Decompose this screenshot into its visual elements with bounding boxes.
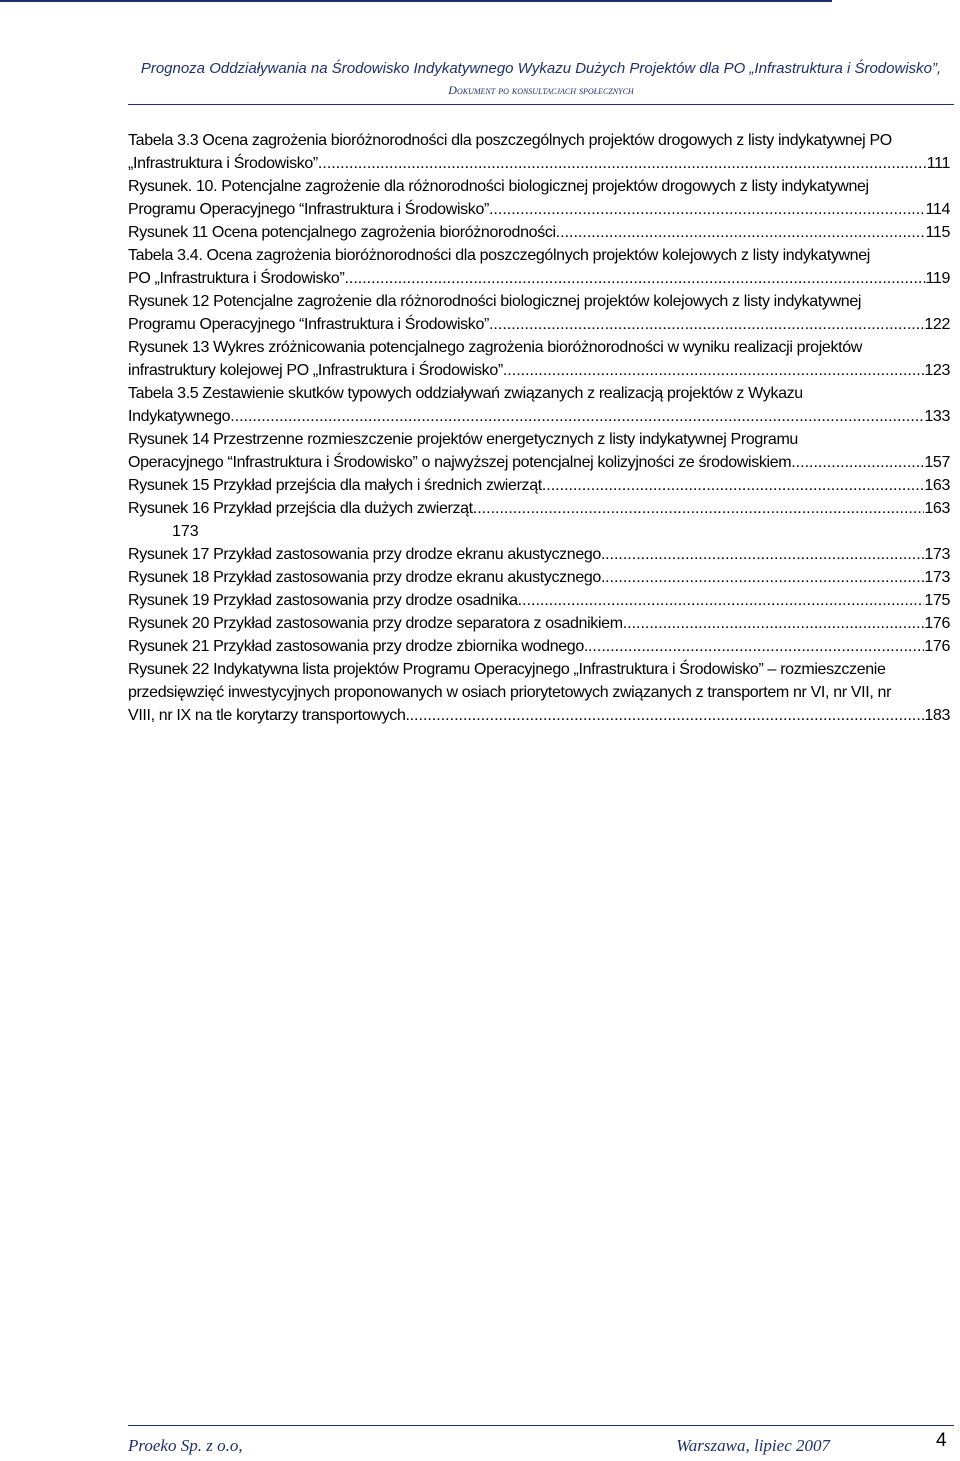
toc-entry[interactable] bbox=[128, 336, 950, 382]
toc-entry[interactable] bbox=[128, 474, 950, 497]
toc-page-number: 115 bbox=[925, 224, 950, 241]
toc-entry-line: Tabela 3.3 Ocena zagrożenia bioróżnorodności dla poszczególnych projektów drogowych z listy indykatywnej PO bbox=[128, 132, 892, 149]
dot-leader bbox=[588, 635, 924, 658]
toc-entry[interactable] bbox=[128, 129, 950, 175]
toc-entry[interactable] bbox=[128, 612, 950, 635]
toc-page-number: 111 bbox=[926, 155, 950, 172]
toc-page-number: 173 bbox=[924, 546, 950, 563]
toc-entry-text: Rysunek 19 Przykład zastosowania przy drodze osadnika bbox=[128, 592, 518, 609]
toc-entry-line: przedsięwzięć inwestycyjnych proponowanych w osiach priorytetowych związanych z transportem nr VI, nr VII, nr bbox=[128, 684, 892, 701]
stray-page-number: 173 bbox=[172, 523, 199, 540]
toc-page-number: 175 bbox=[924, 592, 950, 609]
dot-leader bbox=[489, 198, 926, 221]
toc-page-number: 183 bbox=[924, 707, 950, 724]
toc-entry-text: Indykatywnego bbox=[128, 408, 231, 425]
toc-entry-text: Rysunek 18 Przykład zastosowania przy drodze ekranu akustycznego. bbox=[128, 569, 606, 586]
toc-entry-line: Rysunek 14 Przestrzenne rozmieszczenie projektów energetycznych z listy indykatywnej Programu bbox=[128, 431, 798, 448]
footer-rule bbox=[128, 1425, 954, 1426]
toc-entry-line: Rysunek 22 Indykatywna lista projektów Programu Operacyjnego „Infrastruktura i Środowisko” – rozmieszczenie bbox=[128, 661, 886, 678]
toc-entry-last-line bbox=[128, 451, 950, 474]
toc-entry[interactable] bbox=[128, 244, 950, 290]
dot-leader bbox=[605, 566, 924, 589]
toc-entry-last-line bbox=[128, 474, 950, 497]
dot-leader bbox=[473, 497, 925, 520]
toc-page-number: 176 bbox=[924, 638, 950, 655]
toc-entry-line: Rysunek 13 Wykres zróżnicowania potencjalnego zagrożenia bioróżnorodności w wyniku realizacji projektów bbox=[128, 339, 862, 356]
toc-entry-text: Rysunek 16 Przykład przejścia dla dużych zwierząt bbox=[128, 500, 473, 517]
toc-page-number: 122 bbox=[924, 316, 950, 333]
toc-entry[interactable] bbox=[128, 175, 950, 221]
toc-entry[interactable] bbox=[128, 290, 950, 336]
dot-leader bbox=[410, 704, 925, 727]
page-footer bbox=[128, 1436, 830, 1456]
toc-entry-text: „Infrastruktura i Środowisko” bbox=[128, 155, 318, 172]
toc-entry[interactable] bbox=[128, 635, 950, 658]
toc-entry[interactable] bbox=[128, 566, 950, 589]
toc-page-number: 157 bbox=[924, 454, 950, 471]
toc-entry-last-line bbox=[128, 267, 950, 290]
dot-leader bbox=[518, 589, 925, 612]
toc-entry-text: Rysunek 11 Ocena potencjalnego zagrożenia bioróżnorodności bbox=[128, 224, 556, 241]
toc-entry-last-line bbox=[128, 198, 950, 221]
toc-entry-last-line bbox=[128, 497, 950, 520]
dot-leader bbox=[503, 359, 924, 382]
page-header bbox=[128, 58, 954, 105]
toc-entry-last-line bbox=[128, 566, 950, 589]
toc-entry[interactable] bbox=[128, 428, 950, 474]
toc-page-number: 163 bbox=[924, 500, 950, 517]
toc-entry-line: Rysunek. 10. Potencjalne zagrożenie dla różnorodności biologicznej projektów drogowych z listy indykatywnej bbox=[128, 178, 869, 195]
dot-leader bbox=[791, 451, 924, 474]
toc-entry-line: Tabela 3.4. Ocena zagrożenia bioróżnorodności dla poszczególnych projektów kolejowych z listy indykatywnej bbox=[128, 247, 870, 264]
dot-leader bbox=[489, 313, 924, 336]
toc-entry-last-line bbox=[128, 635, 950, 658]
toc-entry-text: PO „Infrastruktura i Środowisko” bbox=[128, 270, 345, 287]
dot-leader bbox=[556, 221, 926, 244]
footer-company: Proeko Sp. z o.o, bbox=[128, 1436, 243, 1455]
toc-page-number: 123 bbox=[924, 362, 950, 379]
dot-leader bbox=[623, 612, 925, 635]
toc-entry-last-line bbox=[128, 612, 950, 635]
toc-entry[interactable] bbox=[128, 497, 950, 520]
dot-leader bbox=[230, 405, 924, 428]
toc-entry-text: VIII, nr IX na tle korytarzy transportowych. bbox=[128, 707, 410, 724]
toc-entry[interactable] bbox=[128, 658, 950, 727]
toc-entry-text: Programu Operacyjnego “Infrastruktura i Środowisko” bbox=[128, 201, 489, 218]
list-of-figures bbox=[128, 129, 950, 727]
toc-entry-last-line bbox=[128, 405, 950, 428]
toc-page-number: 173 bbox=[924, 569, 950, 586]
toc-entry-line: Tabela 3.5 Zestawienie skutków typowych oddziaływań związanych z realizacją projektów z Wykazu bbox=[128, 385, 803, 402]
toc-entry[interactable] bbox=[128, 221, 950, 244]
footer-place-date: Warszawa, lipiec 2007 bbox=[676, 1436, 830, 1455]
dot-leader bbox=[318, 152, 927, 175]
header-title: Prognoza Oddziaływania na Środowisko Indykatywnego Wykazu Dużych Projektów dla PO „Infrastruktura i Środowisko”, bbox=[140, 60, 942, 77]
dot-leader bbox=[542, 474, 925, 497]
toc-page-number: 119 bbox=[925, 270, 950, 287]
toc-entry-last-line bbox=[128, 359, 950, 382]
toc-page-number: 163 bbox=[924, 477, 950, 494]
toc-entry-text: Operacyjnego “Infrastruktura i Środowisko” o najwyższej potencjalnej kolizyjności ze środowiskiem bbox=[128, 454, 792, 471]
toc-entry-last-line bbox=[128, 152, 950, 175]
top-rule bbox=[0, 0, 832, 2]
toc-entry-line: Rysunek 12 Potencjalne zagrożenie dla różnorodności biologicznej projektów kolejowych z listy indykatywnej bbox=[128, 293, 862, 310]
toc-entry-last-line bbox=[128, 589, 950, 612]
toc-entry-text: Programu Operacyjnego “Infrastruktura i Środowisko” bbox=[128, 316, 489, 333]
toc-entry[interactable] bbox=[128, 589, 950, 612]
toc-entry-text: Rysunek 17 Przykład zastosowania przy drodze ekranu akustycznego. bbox=[128, 546, 606, 563]
toc-entry[interactable] bbox=[128, 543, 950, 566]
toc-page-number: 133 bbox=[924, 408, 950, 425]
toc-entry-text: infrastruktury kolejowej PO „Infrastruktura i Środowisko” bbox=[128, 362, 503, 379]
toc-page-number: 114 bbox=[925, 201, 950, 218]
toc-entry-last-line bbox=[128, 313, 950, 336]
toc-page-number: 176 bbox=[924, 615, 950, 632]
toc-entry-text: Rysunek 20 Przykład zastosowania przy drodze separatora z osadnikiem bbox=[128, 615, 623, 632]
toc-entry-text: Rysunek 21 Przykład zastosowania przy drodze zbiornika wodnego. bbox=[128, 638, 588, 655]
toc-entry-last-line bbox=[128, 543, 950, 566]
dot-leader bbox=[605, 543, 924, 566]
toc-entry-text: Rysunek 15 Przykład przejścia dla małych i średnich zwierząt bbox=[128, 477, 542, 494]
toc-entry[interactable] bbox=[128, 382, 950, 428]
toc-entry-last-line bbox=[128, 704, 950, 727]
dot-leader bbox=[344, 267, 925, 290]
toc-entry-last-line bbox=[128, 221, 950, 244]
page-number: 4 bbox=[936, 1430, 947, 1451]
header-subtitle: Dokument po konsultacjach społecznych bbox=[448, 83, 634, 97]
